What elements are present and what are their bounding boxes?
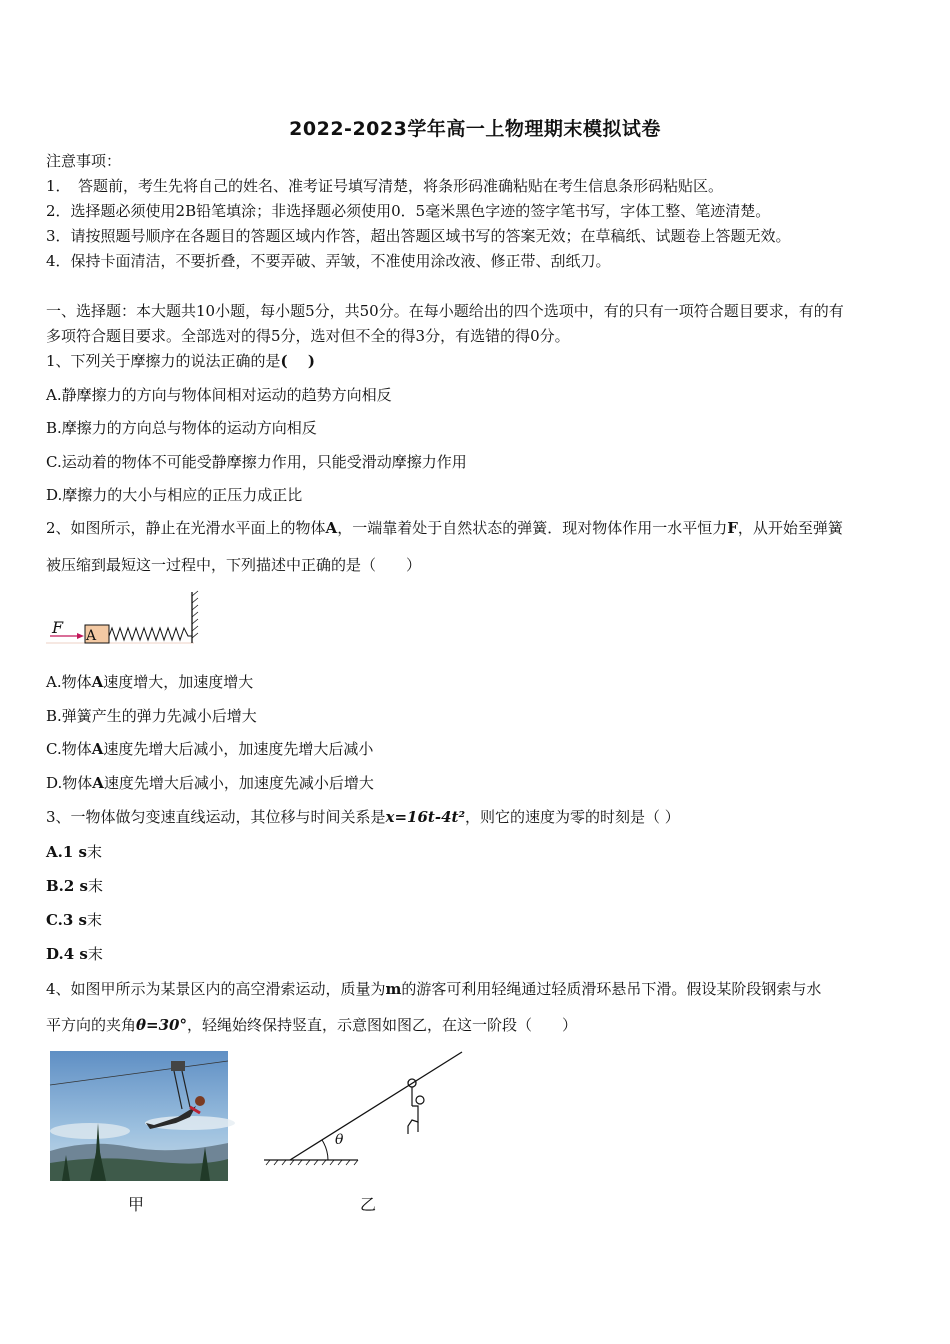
q3-option-b: B.2 s末	[46, 877, 104, 895]
wall-hatching	[192, 591, 198, 638]
q4-stem-part: 平方向的夹角	[46, 1016, 137, 1034]
q4-stem-part: 的游客可利用轻绳通过轻质滑环悬吊下滑。假设某阶段钢索与水	[401, 980, 822, 998]
q2-object-label: A	[325, 519, 338, 537]
theta-label: θ	[335, 1132, 344, 1148]
q2-option-b: B.弹簧产生的弹力先减小后增大	[46, 707, 257, 725]
q2-option-d: D.物体A速度先增大后减小，加速度先减小后增大	[46, 774, 374, 792]
spring	[109, 628, 192, 640]
caption-left: 甲	[128, 1195, 145, 1214]
q3-option-c: C.3 s末	[46, 911, 103, 929]
q1-option-b: B.摩擦力的方向总与物体的运动方向相反	[46, 419, 317, 437]
q2-fig-block-label: A	[86, 628, 97, 644]
notice-item-2: 2．选择题必须使用2B铅笔填涂；非选择题必须使用0．5毫米黑色字迹的签字笔书写，字体工整、笔迹清楚。	[46, 202, 771, 220]
q2-option-a: A.物体A速度增大，加速度增大	[46, 673, 254, 691]
zipline-photo	[50, 1051, 228, 1181]
q2-stem-part: 2、如图所示，静止在光滑水平面上的物体	[46, 519, 326, 537]
notice-item-3: 3．请按照题号顺序在各题目的答题区域内作答，超出答题区域书写的答案无效；在草稿纸、试题卷上答题无效。	[46, 227, 791, 245]
cable-line	[290, 1052, 462, 1160]
q2-force-label: F	[727, 519, 738, 537]
ground-hatching	[266, 1160, 358, 1165]
q4-stem-line-2	[46, 1015, 577, 1035]
q3-stem-part: 3、一物体做匀变速直线运动，其位移与时间关系是	[46, 808, 386, 826]
q1-stem	[46, 351, 315, 371]
page-title: 2022-2023学年高一上物理期末模拟试卷	[289, 118, 661, 140]
q2-stem-line-2: 被压缩到最短这一过程中，下列描述中正确的是（ ）	[46, 556, 422, 574]
q2-stem-part: ，一端靠着处于自然状态的弹簧．现对物体作用一水平恒力	[337, 519, 728, 537]
notice-item-4: 4．保持卡面清洁，不要折叠，不要弄破、弄皱，不准使用涂改液、修正带、刮纸刀。	[46, 252, 611, 270]
section-intro-line-2: 多项符合题目要求。全部选对的得5分，选对但不全的得3分，有选错的得0分。	[46, 327, 570, 345]
person-head	[416, 1096, 424, 1104]
q4-stem-part: ，轻绳始终保持竖直，示意图如图乙，在这一阶段（ ）	[186, 1016, 577, 1034]
q2-stem-line-1	[46, 518, 843, 538]
q3-formula: x=16t-4t²	[385, 808, 466, 826]
q3-stem	[46, 807, 680, 827]
q2-stem-part: ，从开始至弹簧	[737, 519, 843, 537]
pulley	[171, 1061, 185, 1071]
q4-angle: θ=30°	[136, 1016, 187, 1034]
q4-stem-part: 4、如图甲所示为某景区内的高空滑索运动，质量为	[46, 980, 386, 998]
notice-heading: 注意事项：	[46, 152, 122, 170]
q2-option-c: C.物体A速度先增大后减小，加速度先增大后减小	[46, 740, 374, 758]
caption-right: 乙	[360, 1195, 377, 1214]
q1-paren: ( )	[280, 352, 315, 370]
q1-option-d: D.摩擦力的大小与相应的正压力成正比	[46, 486, 303, 504]
section-intro-line-1: 一、选择题：本大题共10小题，每小题5分，共50分。在每小题给出的四个选项中，有的只有一项符合题目要求，有的有	[46, 302, 844, 320]
q3-option-a: A.1 s末	[46, 843, 102, 861]
q1-option-c: C.运动着的物体不可能受静摩擦力作用，只能受滑动摩擦力作用	[46, 453, 467, 471]
q1-stem-text: 1、下列关于摩擦力的说法正确的是	[46, 352, 281, 370]
q1-option-a: A.静摩擦力的方向与物体间相对运动的趋势方向相反	[46, 386, 392, 404]
rider-head	[195, 1096, 205, 1106]
force-arrow-head	[77, 633, 84, 639]
q3-stem-part: ，则它的速度为零的时刻是（ ）	[465, 808, 680, 826]
q4-mass-label: m	[385, 980, 402, 998]
angle-arc	[322, 1140, 328, 1160]
person-body	[408, 1106, 418, 1134]
q2-spring-figure	[46, 590, 206, 650]
q3-option-d: D.4 s末	[46, 945, 103, 963]
q2-fig-force-label: F	[52, 618, 64, 637]
incline-diagram	[260, 1048, 470, 1168]
q4-stem-line-1	[46, 979, 821, 999]
notice-item-1: 1． 答题前，考生先将自己的姓名、准考证号填写清楚，将条形码准确粘贴在考生信息条形码粘贴区。	[46, 177, 724, 195]
